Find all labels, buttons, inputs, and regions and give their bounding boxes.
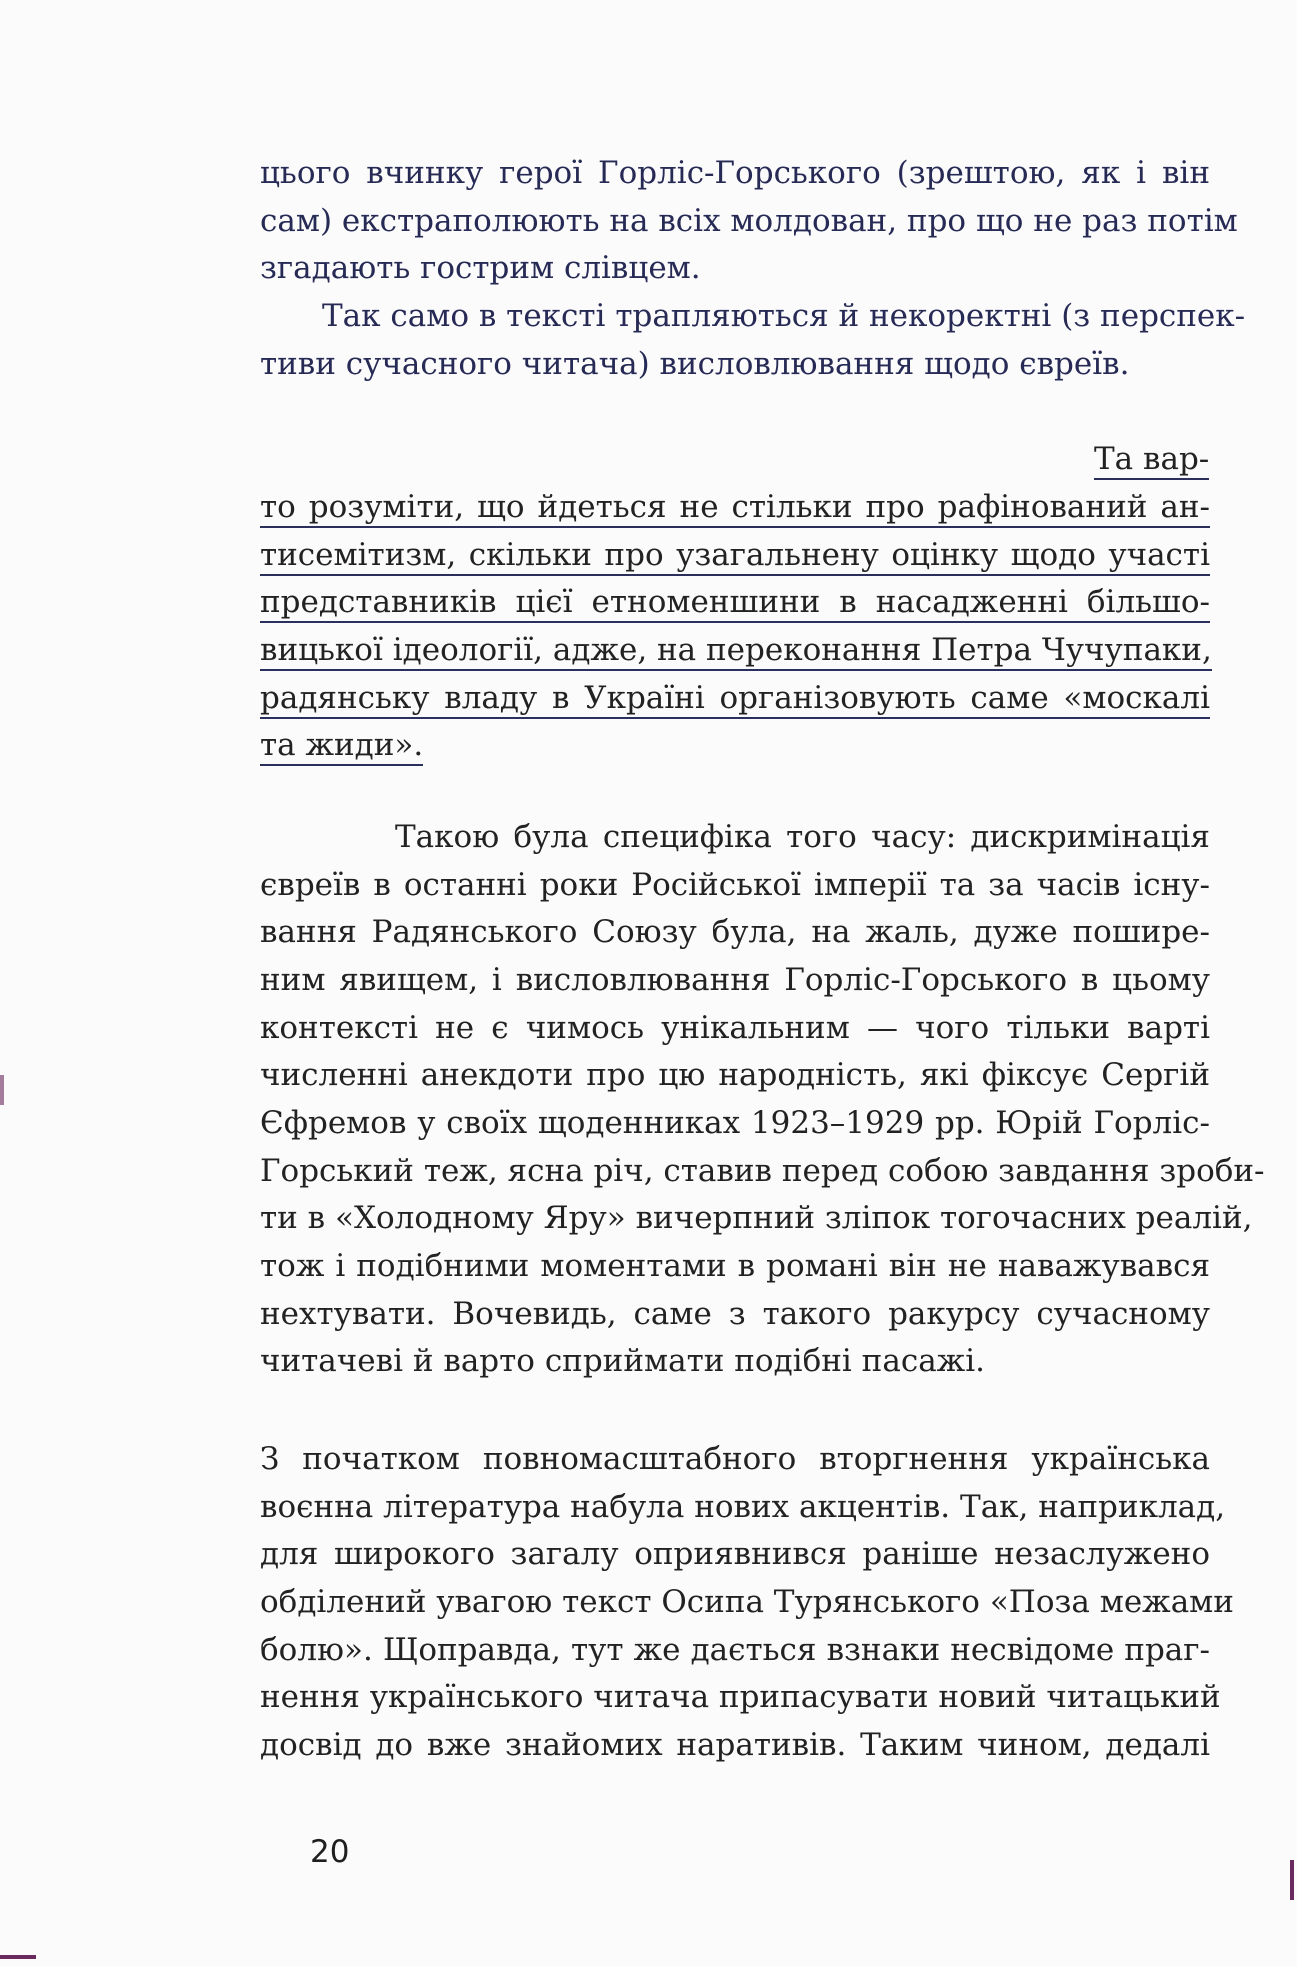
edge-mark-right — [1290, 1860, 1294, 1900]
text-line: болю». Щоправда, тут же дається взнаки несвідоме праг- — [260, 1632, 1210, 1668]
underlined-text: то розуміти, що йдеться не стільки про рафінований ан- — [260, 489, 1210, 528]
underlined-text: Та вар- — [1094, 441, 1209, 480]
text-line — [260, 581, 1210, 623]
text-line: Горський теж, ясна річ, ставив перед собою завдання зроби- — [260, 1153, 1265, 1189]
page-number: 20 — [310, 1834, 350, 1870]
text-line: З початком повномасштабного вторгнення українська — [260, 1441, 1210, 1477]
text-line: ти в «Холодному Яру» вичерпний зліпок тогочасних реалій, — [260, 1200, 1253, 1236]
text-line: контексті не є чимось унікальним — чого тільки варті — [260, 1010, 1210, 1046]
text-line: вання Радянського Союзу була, на жаль, дуже пошире- — [260, 914, 1210, 950]
text-line: воєнна література набула нових акцентів. Так, наприклад, — [260, 1489, 1226, 1525]
text-line: згадають гострим слівцем. — [260, 250, 701, 286]
text-line: Так само в тексті трапляються й некоректні (з перспек- — [322, 298, 1246, 334]
text-line: Єфремов у своїх щоденниках 1923–1929 рр. Юрій Горліс- — [260, 1105, 1210, 1141]
underlined-text: вицької ідеології, адже, на переконання Петра Чучупаки, — [260, 632, 1212, 671]
text-line: обділений увагою текст Осипа Турянського «Поза межами — [260, 1584, 1234, 1620]
text-line: сам) екстраполюють на всіх молдован, про що не раз потім — [260, 203, 1238, 239]
text-line: ним явищем, і висловлювання Горліс-Горського в цьому — [260, 962, 1210, 998]
underlined-text: тисемітизм, скільки про узагальнену оцінку щодо участі — [260, 537, 1210, 576]
text-line — [260, 534, 1210, 576]
underlined-text: радянську владу в Україні організовують саме «москалі — [260, 680, 1210, 719]
text-line: тож і подібними моментами в романі він не наважувався — [260, 1248, 1210, 1284]
underlined-text: представників цієї етноменшини в насадженні більшо- — [260, 584, 1210, 623]
text-line: євреїв в останні роки Російської імперії та за часів існу- — [260, 867, 1210, 903]
text-line: тиви сучасного читача) висловлювання щодо євреїв. — [260, 346, 1130, 382]
text-line: читачеві й варто сприймати подібні пасажі. — [260, 1343, 985, 1379]
edge-mark-bottom-left — [0, 1955, 36, 1959]
text-line: для широкого загалу оприявнився раніше незаслужено — [260, 1536, 1210, 1572]
text-line: Такою була специфіка того часу: дискримінація — [395, 819, 1210, 855]
text-line — [260, 486, 1210, 528]
text-line: цього вчинку герої Горліс-Горського (зрештою, як і він — [260, 155, 1210, 191]
text-line — [1094, 438, 1209, 480]
edge-mark-left — [0, 1075, 4, 1105]
text-line — [260, 629, 1210, 671]
text-line: нехтувати. Вочевидь, саме з такого ракурсу сучасному — [260, 1296, 1210, 1332]
text-line: численні анекдоти про цю народність, які фіксує Сергій — [260, 1057, 1210, 1093]
text-line — [260, 677, 1210, 719]
underlined-text: та жиди». — [260, 727, 423, 766]
text-line: нення українського читача припасувати новий читацький — [260, 1679, 1221, 1715]
text-line: досвід до вже знайомих наративів. Таким чином, дедалі — [260, 1727, 1210, 1763]
text-line — [260, 724, 423, 766]
